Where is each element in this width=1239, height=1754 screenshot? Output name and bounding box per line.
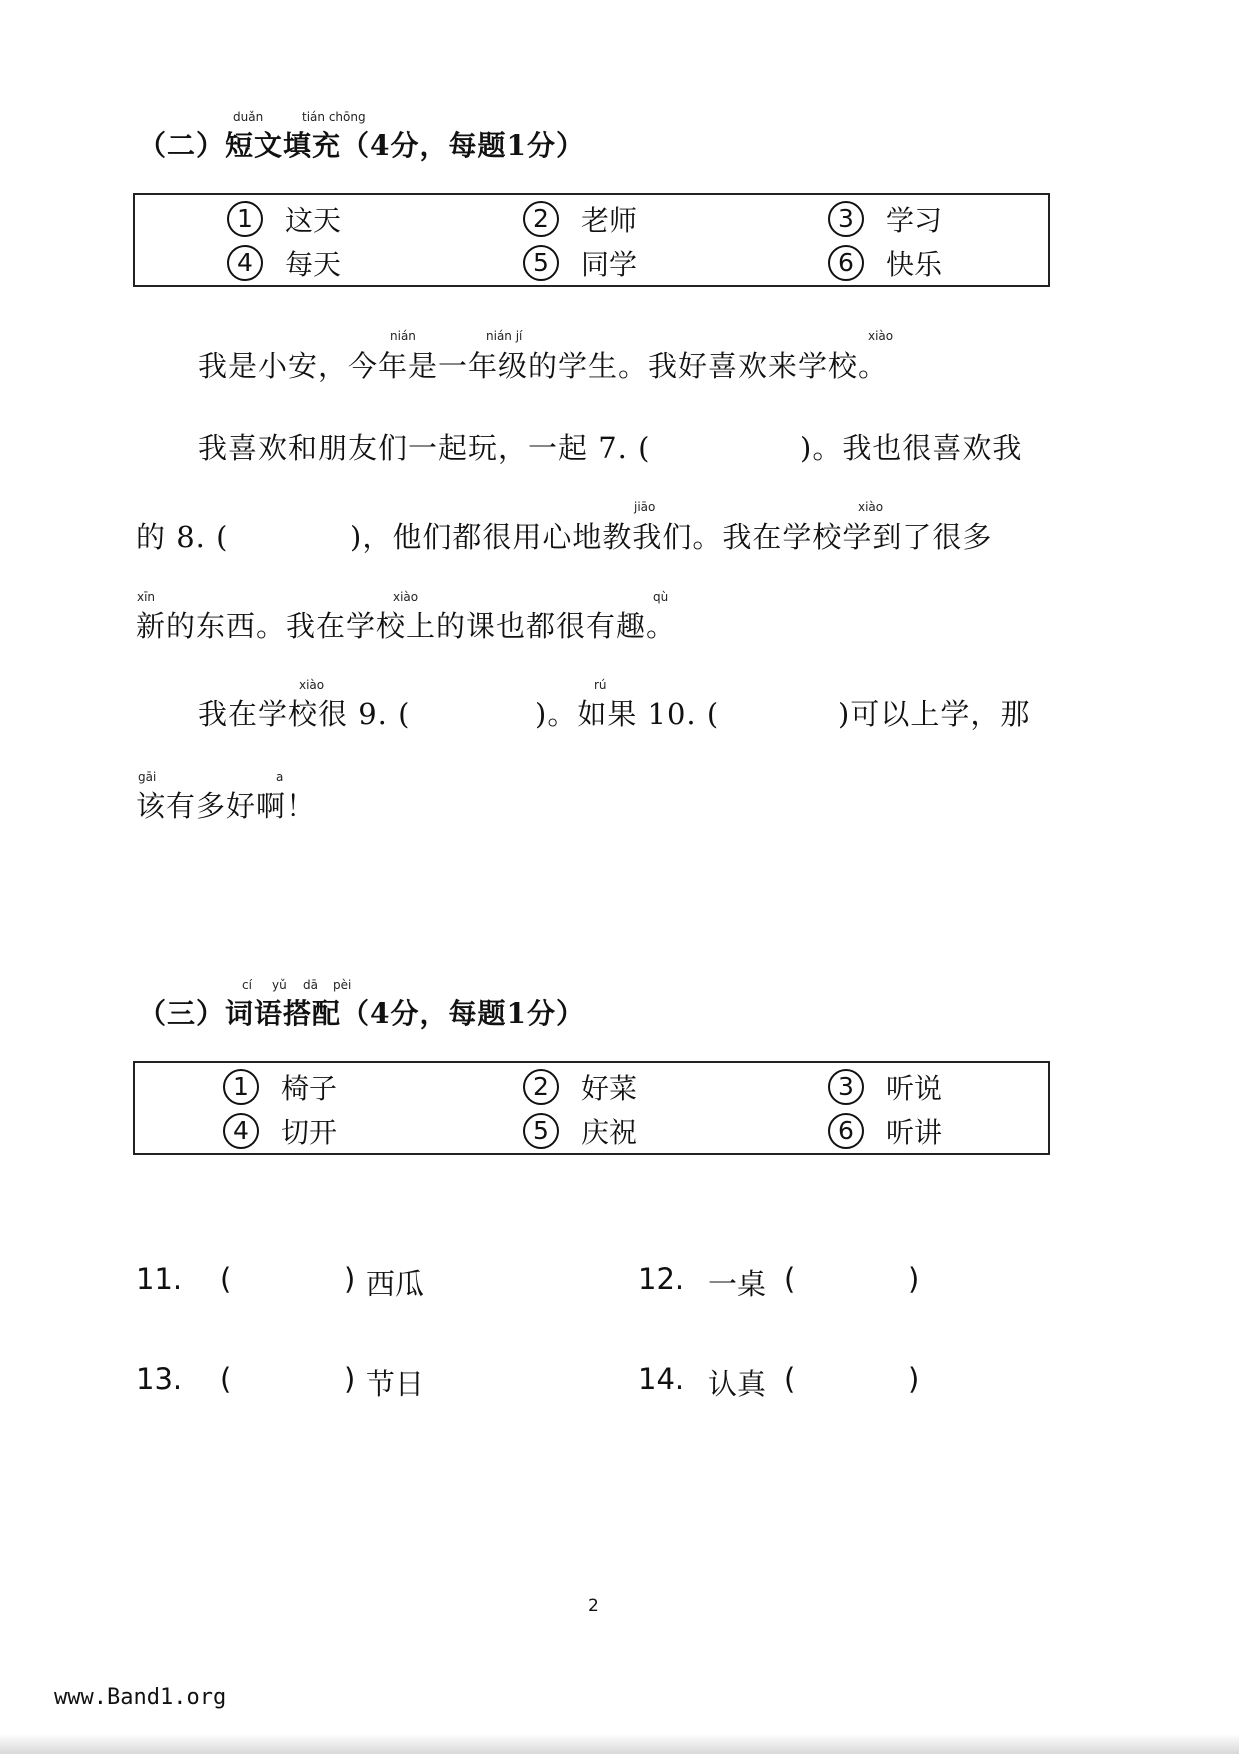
passage-line-4: 新的东西。我在学校上的课也都很有趣。	[136, 609, 677, 643]
option-number: 1	[223, 1069, 259, 1105]
word-bank-option	[227, 199, 341, 239]
option-number: 2	[523, 1069, 559, 1105]
question-word: 认真	[708, 1367, 767, 1401]
pinyin-tianchong: tián chōng	[302, 110, 366, 124]
passage-line-6: 该有多好啊！	[136, 789, 317, 823]
pinyin-da: dā	[303, 978, 318, 992]
pinyin-qu: qù	[653, 590, 669, 604]
option-text: 椅子	[281, 1072, 338, 1105]
section3-title: （三）词语搭配（4分，每题1分）	[138, 997, 585, 1030]
option-text: 学习	[886, 204, 943, 237]
pinyin-xiao: xiào	[868, 329, 894, 343]
pinyin-xiao: xiào	[393, 590, 419, 604]
passage-line-3b: )，他们都很用心地教我们。我在学校学到了很多	[350, 520, 993, 554]
open-paren: (	[784, 1362, 796, 1396]
passage-line-2a: 我喜欢和朋友们一起玩，一起 7. (	[198, 431, 651, 465]
pinyin-ci: cí	[242, 978, 252, 992]
pinyin-gai: gāi	[138, 770, 157, 784]
close-paren: )	[344, 1362, 356, 1396]
word-bank-option	[828, 199, 942, 239]
pinyin-yu: yǔ	[272, 978, 287, 992]
passage-line-5a: 我在学校很 9. (	[198, 697, 411, 731]
question-number: 11.	[136, 1262, 183, 1296]
pinyin-xiao: xiào	[858, 500, 884, 514]
passage-line-1: 我是小安，今年是一年级的学生。我好喜欢来学校。	[198, 349, 889, 383]
open-paren: (	[784, 1262, 796, 1296]
option-text: 这天	[285, 204, 342, 237]
option-text: 听讲	[886, 1116, 943, 1149]
footer-website: www.Band1.org	[54, 1685, 227, 1710]
option-number: 4	[223, 1113, 259, 1149]
word-bank-option	[223, 1067, 337, 1107]
word-bank-option	[223, 1111, 337, 1151]
option-number: 3	[828, 1069, 864, 1105]
word-bank-option	[523, 199, 637, 239]
pinyin-xin: xīn	[137, 590, 156, 604]
question-number: 14.	[638, 1362, 685, 1396]
pinyin-jiao: jiāo	[634, 500, 656, 514]
word-bank-option	[227, 243, 341, 283]
scan-edge-shadow	[0, 1734, 1239, 1754]
question-number: 12.	[638, 1262, 685, 1296]
pinyin-xiao: xiào	[299, 678, 325, 692]
question-word: 节日	[366, 1367, 425, 1401]
close-paren: )	[908, 1362, 920, 1396]
option-text: 庆祝	[581, 1116, 638, 1149]
option-number: 6	[828, 245, 864, 281]
option-text: 切开	[281, 1116, 338, 1149]
close-paren: )	[344, 1262, 356, 1296]
pinyin-ru: rú	[594, 678, 607, 692]
word-bank-option	[523, 1111, 637, 1151]
option-text: 老师	[581, 204, 638, 237]
option-text: 每天	[285, 248, 342, 281]
section2-title: （二）短文填充（4分，每题1分）	[138, 129, 585, 162]
question-word: 一桌	[708, 1267, 767, 1301]
pinyin-pei: pèi	[333, 978, 352, 992]
section2-word-bank	[133, 193, 1050, 287]
option-number: 1	[227, 201, 263, 237]
word-bank-option	[828, 243, 942, 283]
question-number: 13.	[136, 1362, 183, 1396]
passage-line-5b: )。如果 10. (	[535, 697, 720, 731]
option-number: 4	[227, 245, 263, 281]
option-number: 5	[523, 1113, 559, 1149]
option-text: 好菜	[581, 1072, 638, 1105]
passage-line-2b: )。我也很喜欢我	[800, 431, 1023, 465]
pinyin-nian: nián	[390, 329, 416, 343]
pinyin-duan: duǎn	[233, 110, 264, 124]
open-paren: (	[220, 1362, 232, 1396]
open-paren: (	[220, 1262, 232, 1296]
option-text: 听说	[886, 1072, 943, 1105]
word-bank-option	[523, 243, 637, 283]
option-text: 快乐	[886, 248, 943, 281]
option-number: 6	[828, 1113, 864, 1149]
close-paren: )	[908, 1262, 920, 1296]
option-number: 3	[828, 201, 864, 237]
option-number: 5	[523, 245, 559, 281]
section3-word-bank	[133, 1061, 1050, 1155]
word-bank-option	[523, 1067, 637, 1107]
passage-line-5c: )可以上学，那	[838, 697, 1031, 731]
option-number: 2	[523, 201, 559, 237]
passage-line-3a: 的 8. (	[136, 520, 229, 554]
page-number: 2	[588, 1596, 599, 1616]
question-word: 西瓜	[366, 1267, 425, 1301]
word-bank-option	[828, 1067, 942, 1107]
pinyin-nianji: nián jí	[486, 329, 523, 343]
option-text: 同学	[581, 248, 638, 281]
pinyin-a: a	[276, 770, 284, 784]
word-bank-option	[828, 1111, 942, 1151]
